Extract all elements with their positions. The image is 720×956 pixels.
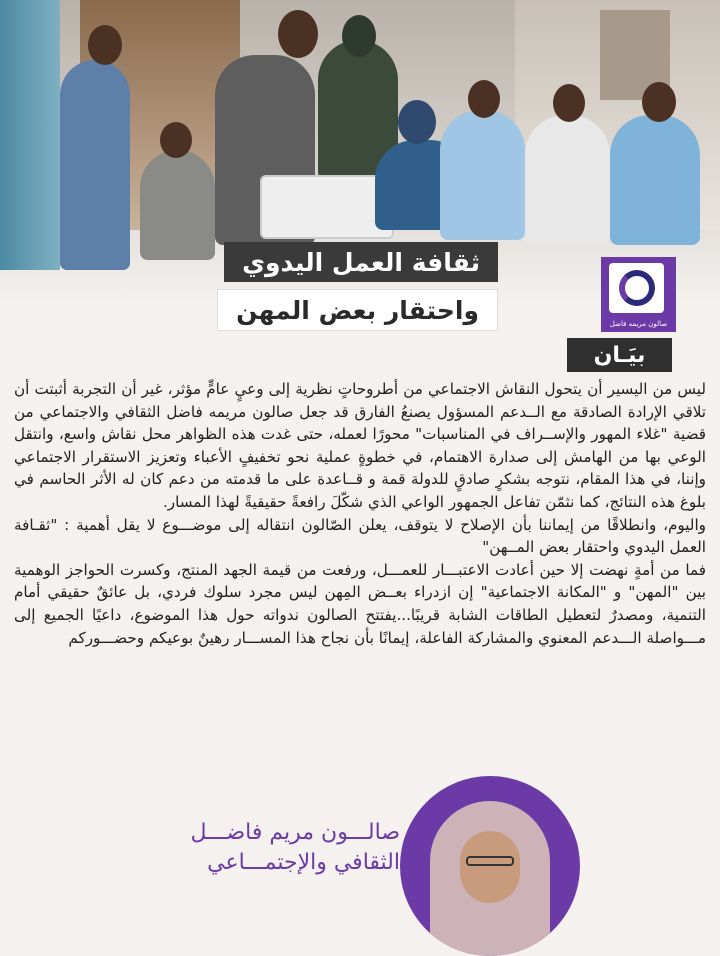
painter-figure [60, 60, 130, 270]
salon-logo [601, 257, 676, 332]
statement-body [14, 378, 706, 649]
youth-figure-2 [525, 115, 610, 245]
mechanic-figure [140, 150, 215, 260]
signature-line-1: صالـــون مريم فاضـــل [190, 820, 400, 845]
portrait-face [460, 831, 520, 903]
statement-paragraph-2: واليوم، وانطلاقًا من إيماننا بأن الإصلاح لا يتوقف، يعلن الصّالون انتقاله إلى موضـــوع لا يقل أهمية : "ثقـافة العمل اليدوي واحتقار بعض المــهن" [14, 515, 706, 557]
woman-phone-head [342, 15, 376, 57]
logo-emblem-icon [619, 270, 655, 306]
logo-mark-box [609, 263, 664, 313]
youth-figure-3 [610, 115, 700, 245]
youth-head-3 [642, 82, 676, 122]
glasses-icon [466, 856, 514, 866]
sewing-machine [260, 175, 394, 239]
statement-paragraph-3: فما من أمةٍ نهضت إلا حين أعادت الاعتبـــار للعمـــل، ورفعت من قيمة الجهد المنتج، وكسرت الحواجز الوهمية بين "المهن" و "المكانة الاجتماعية" إن ازدراء بعــض المِهن ليس مجرد سلوك فردي، بل عائقٌ حقيقي أمام التنمية، ومصدرٌ لتعطيل الطاقات الشابة قريبًا...يفتتح الصالون ندواته حول هذا الموضوع، داعيًا الجميع إلى مـــواصلة الـــدعم المعنوي والمشاركة الفاعلة، إيمانًا بأن نجاح هذا المســـار رهينٌ بوعيكم وحضـــوركم [14, 560, 706, 647]
title-line-2: واحتقار بعض المهن [217, 289, 498, 331]
blue-wall [0, 0, 60, 270]
youth-head-2 [553, 84, 585, 122]
statement-paragraph-1: ليس من اليسير أن يتحول النقاش الاجتماعي من أطروحاتٍ نظرية إلى وعيٍ عامٍّ مؤثر، غير أن التجربة أثبتت أن تلاقي الإرادة الصادقة مع الــدعم المسؤول يصنعُ الفارق قد جعل صالون مريمه فاضل الثقافي والاجتماعي من قضية "غلاء المهور والإســراف في المناسبات" محورًا لعمله، حتى غدت هذه الظواهر محل نقاش واسع، وانتقل الوعي بها من الهامش إلى صدارة الاهتمام، في خطوةٍ عملية نحو تخفيفٍ الأعباء وتعزيز الاستقرار الاجتماعي وإننا، في هذا المقام، نتوجه بشكرٍ صادقٍ للدولة قمة و قــاعدة على ما قدمته من دعم كان له الأثر الحاسم في بلوغ هذه النتائج، كما نثمّن تفاعل الجمهور الواعي الذي شكّلَ رافعةً حقيقيةً لهذا المسار. [14, 380, 706, 511]
worker-head [278, 10, 318, 58]
seamstress-head [398, 100, 436, 144]
youth-figure-1 [440, 110, 525, 240]
mechanic-head [160, 122, 192, 158]
youth-head-1 [468, 80, 500, 118]
signature [140, 818, 400, 878]
painter-head [88, 25, 122, 65]
logo-text: صالون مريمه فاضل [609, 320, 668, 328]
founder-portrait [400, 776, 580, 956]
signature-line-2: الثقافي والإجتمـــاعي [207, 850, 400, 875]
section-label: بيَـان [567, 338, 672, 372]
title-line-1: ثقافة العمل اليدوي [224, 242, 498, 282]
